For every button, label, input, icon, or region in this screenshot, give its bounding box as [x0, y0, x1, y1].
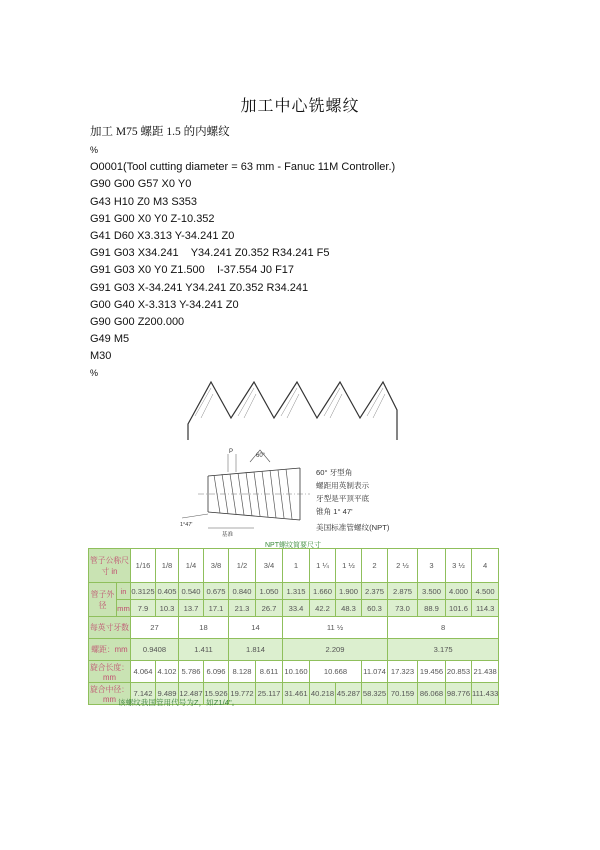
- program-line: %: [90, 368, 99, 379]
- size-cell: 1 ¼: [310, 549, 336, 583]
- size-cell: 2 ½: [388, 549, 418, 583]
- od-mm-cell: 42.2: [310, 600, 336, 617]
- diameter-cell: 45.287: [336, 683, 362, 705]
- size-cell: 3/4: [256, 549, 283, 583]
- diameter-cell: 40.218: [310, 683, 336, 705]
- pitch-cell: 2.209: [283, 639, 388, 661]
- size-cell: 3: [418, 549, 446, 583]
- tpi-cell: 18: [179, 617, 229, 639]
- row-label-size: 管子公称尺寸 in: [89, 549, 131, 583]
- size-cell: 3/8: [204, 549, 229, 583]
- od-mm-cell: 88.9: [418, 600, 446, 617]
- tpi-cell: 11 ½: [283, 617, 388, 639]
- dim-taper: 1°47': [180, 522, 193, 528]
- length-cell: 19.456: [418, 661, 446, 683]
- od-in-cell: 4.000: [446, 583, 472, 600]
- page-title: 加工中心铣螺纹: [240, 98, 360, 115]
- table-row: [89, 661, 499, 683]
- table-row: [89, 583, 499, 600]
- length-cell: 17.323: [388, 661, 418, 683]
- table-row: [89, 639, 499, 661]
- od-mm-cell: 10.3: [156, 600, 179, 617]
- program-line: G91 G00 X0 Y0 Z-10.352: [90, 212, 215, 225]
- length-cell: 21.438: [472, 661, 499, 683]
- tpi-cell: 27: [131, 617, 179, 639]
- program-line: G49 M5: [90, 333, 130, 346]
- diameter-cell: 70.159: [388, 683, 418, 705]
- od-in-cell: 0.675: [204, 583, 229, 600]
- od-mm-cell: 21.3: [229, 600, 256, 617]
- diameter-cell: 12.487: [179, 683, 204, 705]
- diameter-cell: 111.433: [472, 683, 499, 705]
- od-mm-cell: 48.3: [336, 600, 362, 617]
- tpi-cell: 8: [388, 617, 499, 639]
- length-cell: 8.128: [229, 661, 256, 683]
- npt-table-title: NPT螺纹简要尺寸: [265, 542, 321, 549]
- nc-program: [90, 142, 395, 383]
- program-line: G91 G03 X-34.241 Y34.241 Z0.352 R34.241: [90, 281, 309, 294]
- od-mm-cell: 60.3: [362, 600, 388, 617]
- od-in-cell: 1.900: [336, 583, 362, 600]
- row-label-od-in: in: [117, 583, 131, 600]
- program-line: G43 H10 Z0 M3 S353: [90, 195, 198, 208]
- row-label-tpi: 每英寸牙数: [89, 617, 131, 639]
- length-cell: 4.064: [131, 661, 156, 683]
- length-cell: 10.160: [283, 661, 310, 683]
- diagram-label: 锥角 1° 47': [316, 507, 353, 516]
- od-mm-cell: 13.7: [179, 600, 204, 617]
- size-cell: 1 ½: [336, 549, 362, 583]
- npt-thread-sketch: [178, 448, 313, 540]
- program-line: G90 G00 Z200.000: [90, 315, 185, 328]
- diameter-cell: 98.776: [446, 683, 472, 705]
- diagram-label: 美国标准管螺纹(NPT): [316, 523, 390, 532]
- od-in-cell: 2.375: [362, 583, 388, 600]
- dim-p: P: [229, 449, 234, 455]
- length-cell: 8.611: [256, 661, 283, 683]
- od-in-cell: 0.3125: [131, 583, 156, 600]
- size-cell: 4: [472, 549, 499, 583]
- diameter-cell: 58.325: [362, 683, 388, 705]
- program-line: %: [90, 145, 99, 155]
- pitch-cell: 3.175: [388, 639, 499, 661]
- size-cell: 3 ½: [446, 549, 472, 583]
- size-cell: 1: [283, 549, 310, 583]
- diameter-cell: 86.068: [418, 683, 446, 705]
- row-label-length: 旋合长度：mm: [90, 662, 129, 682]
- od-in-cell: 0.540: [179, 583, 204, 600]
- size-cell: 1/8: [156, 549, 179, 583]
- od-in-cell: 1.660: [310, 583, 336, 600]
- program-line: G41 D60 X3.313 Y-34.241 Z0: [90, 229, 235, 242]
- od-in-cell: 3.500: [418, 583, 446, 600]
- program-line: G91 G03 X34.241 Y34.241 Z0.352 R34.241 F5: [90, 247, 330, 260]
- dim-length: 基准: [222, 532, 234, 538]
- length-cell: 10.668: [310, 661, 362, 683]
- program-line: G00 G40 X-3.313 Y-34.241 Z0: [90, 298, 239, 311]
- page-subtitle: 加工 M75 螺距 1.5 的内螺纹: [90, 126, 230, 138]
- size-cell: 1/16: [131, 549, 156, 583]
- diameter-cell: 19.772: [229, 683, 256, 705]
- size-cell: 2: [362, 549, 388, 583]
- pitch-cell: 1.814: [229, 639, 283, 661]
- thread-profile-line: [188, 382, 397, 440]
- program-line: G90 G00 G57 X0 Y0: [90, 178, 192, 191]
- dim-angle: 60°: [256, 453, 266, 459]
- od-in-cell: 4.500: [472, 583, 499, 600]
- length-cell: 6.096: [204, 661, 229, 683]
- od-in-cell: 1.050: [256, 583, 283, 600]
- diameter-cell: 15.926: [204, 683, 229, 705]
- diagram-label: 螺距用英制表示: [316, 481, 370, 490]
- tpi-cell: 14: [229, 617, 283, 639]
- row-label-diameter: 旋合中径：mm: [90, 684, 129, 704]
- row-label-od-mm: mm: [117, 600, 131, 617]
- size-cell: 1/2: [229, 549, 256, 583]
- program-line: O0001(Tool cutting diameter = 63 mm - Fanuc 11M Controller.): [90, 161, 396, 174]
- row-label-pitch: 螺距：mm: [89, 639, 131, 661]
- diameter-cell: 7.142: [131, 683, 156, 705]
- od-in-cell: 0.840: [229, 583, 256, 600]
- length-cell: 11.074: [362, 661, 388, 683]
- length-cell: 4.102: [156, 661, 179, 683]
- od-mm-cell: 73.0: [388, 600, 418, 617]
- table-row: [89, 617, 499, 639]
- od-mm-cell: 114.3: [472, 600, 499, 617]
- program-line: G91 G03 X0 Y0 Z1.500 I-37.554 J0 F17: [90, 264, 295, 277]
- od-mm-cell: 7.9: [131, 600, 156, 617]
- od-mm-cell: 101.6: [446, 600, 472, 617]
- thread-profile-figure: [185, 380, 400, 442]
- pitch-cell: 0.9408: [131, 639, 179, 661]
- table-note: 该螺纹我国管用代号为Z，如Z1/4"。: [118, 698, 240, 707]
- size-cell: 1/4: [179, 549, 204, 583]
- diameter-cell: 9.489: [156, 683, 179, 705]
- od-in-cell: 2.875: [388, 583, 418, 600]
- table-row: [89, 600, 499, 617]
- diameter-cell: 31.461: [283, 683, 310, 705]
- od-in-cell: 1.315: [283, 583, 310, 600]
- length-cell: 20.853: [446, 661, 472, 683]
- program-line: M30: [90, 350, 112, 363]
- od-mm-cell: 33.4: [283, 600, 310, 617]
- table-row: [89, 549, 499, 583]
- length-cell: 5.786: [179, 661, 204, 683]
- diagram-label: 牙型是平顶平底: [316, 494, 370, 503]
- pitch-cell: 1.411: [179, 639, 229, 661]
- diameter-cell: 25.117: [256, 683, 283, 705]
- od-in-cell: 0.405: [156, 583, 179, 600]
- od-mm-cell: 26.7: [256, 600, 283, 617]
- npt-table: [88, 548, 499, 705]
- row-label-od: 管子外径: [89, 583, 117, 617]
- od-mm-cell: 17.1: [204, 600, 229, 617]
- diagram-label: 60° 牙型角: [316, 468, 353, 477]
